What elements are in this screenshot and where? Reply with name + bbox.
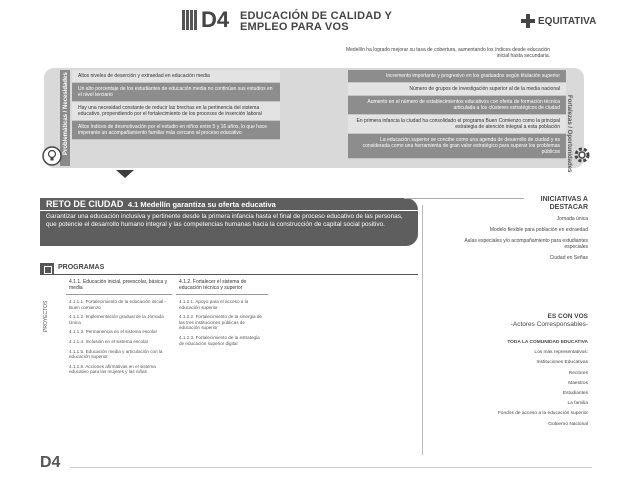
header-code: D4 bbox=[201, 7, 230, 32]
strength-item: En primera infancia la ciudad ha consolidado el programa Buen Comienzo como la principal estrategia de atención integral a esta población bbox=[348, 115, 566, 134]
actors-subtitle: -Actores Corresponsables- bbox=[510, 321, 588, 328]
actor-item: Instituciones Educativas bbox=[536, 360, 588, 366]
problem-item: Hay una necesidad constante de reducir las brechas en la pertinencia del sistema educativo, propendiendo por el fortalecimiento de los procesos de inserción laboral bbox=[72, 102, 280, 121]
strength-item: Incremento importante y progresivo en los graduados según titulación superior bbox=[348, 70, 566, 83]
problems-list bbox=[72, 70, 280, 140]
initiative-item: Jornada única bbox=[556, 216, 588, 222]
programs-title: PROGRAMAS bbox=[58, 264, 105, 271]
program-column-1 bbox=[66, 278, 172, 379]
header-title bbox=[240, 11, 392, 33]
problems-label: Problemáticas / Necesidades bbox=[63, 72, 69, 155]
actors-list bbox=[455, 340, 588, 432]
actor-item: La familia bbox=[567, 401, 588, 407]
program-column-2 bbox=[176, 278, 268, 350]
initiatives-title-line1: INICIATIVAS A bbox=[540, 196, 588, 203]
footer-code: D4 bbox=[40, 454, 61, 471]
intro-text: Medellín ha logrado mejorar su tasa de cobertura, aumentando los índices desde educación inicial hasta secundaria. bbox=[345, 47, 550, 59]
project-item: 4.1.1.4. Inclusión en el sistema escolar bbox=[69, 338, 149, 344]
reto-box bbox=[40, 198, 418, 246]
lightbulb-icon bbox=[42, 146, 62, 166]
header-title-line2: EMPLEO PARA VOS bbox=[240, 21, 349, 33]
actor-item: Fondos de acceso a la educación superior bbox=[497, 411, 588, 417]
program-heading: 4.1.1. Educación inicial, preescolar, básica y media bbox=[66, 278, 172, 295]
project-item: 4.1.1.6. Acciones afirmativas en el sistema educativo para las mujeres y las niñas bbox=[69, 363, 156, 375]
initiatives-title-line2: DESTACAR bbox=[549, 204, 588, 211]
project-item: 4.1.1.2. Implementación gradual de la Jornada Única bbox=[69, 314, 164, 325]
initiative-item: Aulas especiales y/o acompañamiento para estudiantes especiales bbox=[464, 238, 588, 250]
strengths-label: Fortalezas / Oportunidades bbox=[566, 95, 572, 173]
gear-icon bbox=[572, 145, 592, 165]
strength-item: Aumento en el número de establecimientos educativos con oferta de formación técnica articulada a los clústeres estratégicos de ciudad bbox=[348, 96, 566, 115]
initiative-item: Ciudad en Señas bbox=[549, 255, 588, 261]
problem-item: Un alto porcentaje de los estudiantes de educación media no continúan sus estudios en el nivel terciario bbox=[72, 83, 280, 102]
project-item: 4.1.2.3. Fortalecimiento de la estrategia de educación superior digital bbox=[179, 334, 260, 346]
book-icon bbox=[182, 10, 198, 30]
reto-divider bbox=[40, 210, 418, 211]
project-item: 4.1.1.3. Permanencia en el sistema escolar bbox=[69, 329, 158, 335]
program-heading: 4.1.2. Fortalecer el sistema de educación técnica y superior bbox=[176, 278, 268, 295]
problem-item: Altos índices de desmotivación por el estudio en niños entre 5 y 16 años, lo que hace imperante un acompañamiento familiar más cercano al proceso educativo bbox=[72, 121, 280, 140]
strengths-list bbox=[348, 70, 566, 159]
edit-icon bbox=[40, 263, 54, 275]
page-header bbox=[0, 0, 638, 40]
initiatives-title bbox=[420, 196, 588, 212]
actor-item: Rectores bbox=[568, 370, 588, 376]
initiative-item: Modelo flexible para población en extraedad bbox=[489, 227, 588, 233]
project-item: 4.1.1.5. Educación media y articulación con la educación superior bbox=[69, 348, 163, 360]
footer-divider bbox=[70, 467, 592, 468]
actors-title: ES CON VOS bbox=[547, 313, 588, 320]
project-item: 4.1.2.2. Fortalecimiento de la sinergia de las tres instituciones públicas de educación superior bbox=[179, 314, 262, 331]
reto-heading bbox=[40, 198, 282, 210]
strength-item: La educación superior se concibe como una agenda de desarrollo de ciudad y es considerada como una herramienta de gran valor estratégico para superar los problemas públicos bbox=[348, 134, 566, 159]
actor-item: Estudiantes bbox=[562, 390, 588, 396]
actor-item: Gobierno Nacional bbox=[548, 421, 588, 427]
actor-item: Los más representativos: bbox=[534, 350, 588, 356]
projects-label: PROYECTOS bbox=[43, 300, 49, 332]
problem-item: Altos niveles de deserción y extraedad en educación media bbox=[72, 70, 280, 83]
reto-text: Garantizar una educación inclusiva y pertinente desde la primera infancia hasta el final de proceso educativo de las personas, que potencie el desarrollo humano integral y las competencias humanas hacia la construcción de capital social positivo. bbox=[46, 213, 403, 228]
header-title-line1: EDUCACIÓN DE CALIDAD Y bbox=[240, 10, 393, 22]
reto-label: RETO DE CIUDAD bbox=[46, 199, 124, 209]
right-column-divider bbox=[422, 205, 423, 455]
actor-item: TODA LA COMUNIDAD EDUCATIVA bbox=[507, 340, 588, 345]
plus-icon bbox=[521, 14, 535, 28]
programs-header bbox=[40, 263, 418, 275]
arrow-down-icon bbox=[116, 170, 134, 178]
actor-item: Maestros bbox=[568, 380, 588, 386]
strength-item: Número de grupos de investigación superior al de la media nacional bbox=[348, 83, 566, 96]
equity-label: EQUITATIVA bbox=[538, 16, 597, 27]
initiatives-list bbox=[455, 216, 588, 266]
reto-subtitle: 4.1 Medellín garantiza su oferta educativa bbox=[127, 200, 276, 209]
project-item: 4.1.1.1. Fortalecimiento de la educación inicial - Buen comienzo bbox=[69, 299, 167, 310]
project-item: 4.1.2.1. Apoyo para el acceso a la educación superior bbox=[179, 299, 249, 310]
